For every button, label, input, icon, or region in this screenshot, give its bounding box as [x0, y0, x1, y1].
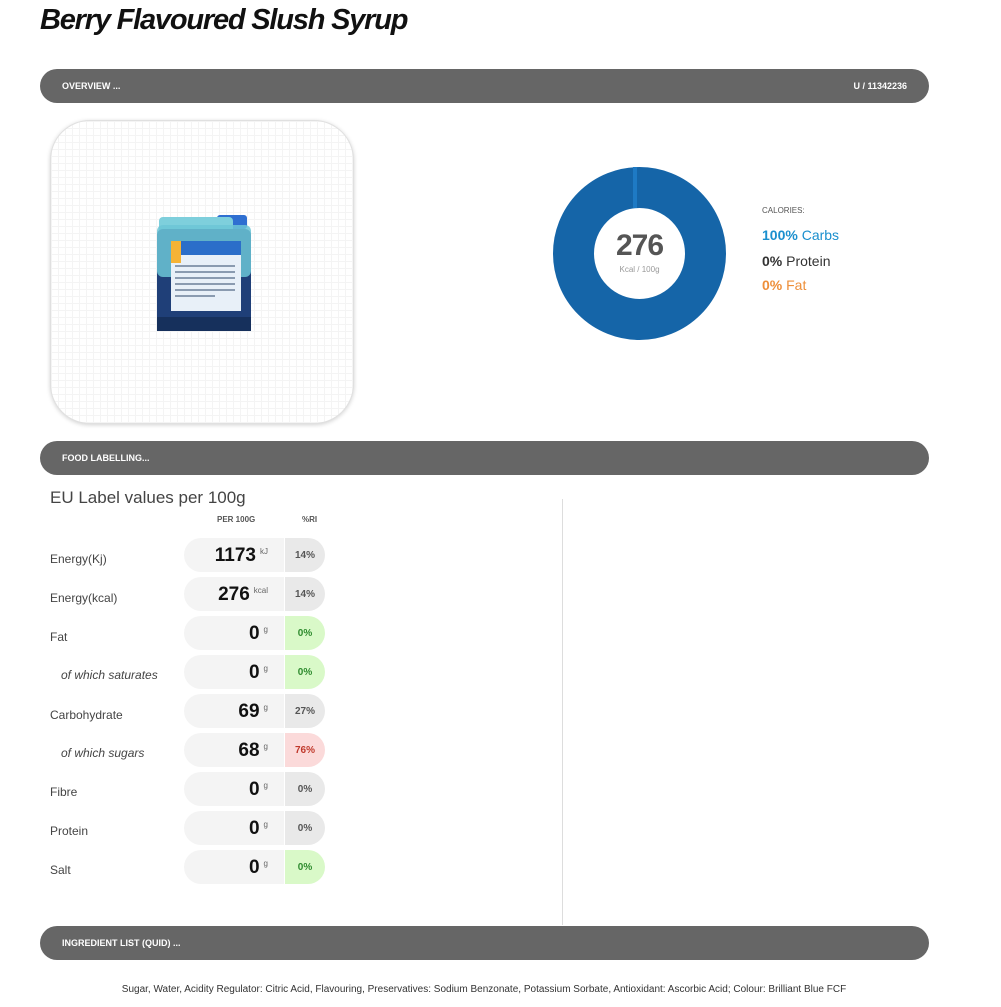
value-unit: g: [263, 781, 268, 790]
value-unit: g: [263, 820, 268, 829]
value-number: 0: [248, 779, 260, 800]
fat-legend: [762, 277, 806, 293]
overview-bar[interactable]: [40, 69, 929, 103]
ri-badge: 0%: [285, 811, 325, 845]
row-label: of which saturates: [61, 668, 158, 682]
carbs-legend: [762, 227, 839, 243]
per-100g-header: PER 100G: [217, 515, 256, 524]
protein-legend: [762, 253, 830, 269]
ri-badge: 0%: [285, 655, 325, 689]
eu-label-title: EU Label values per 100g: [50, 488, 246, 507]
row-label: Energy(kcal): [50, 591, 118, 605]
ri-badge: 76%: [285, 733, 325, 767]
value-number: 0: [248, 623, 260, 644]
ri-badge: 0%: [285, 850, 325, 884]
value-unit: g: [263, 703, 268, 712]
calories-value: 276: [615, 229, 664, 262]
row-value: [184, 655, 284, 689]
value-number: 1173: [214, 545, 256, 566]
protein-name: Protein: [786, 253, 831, 269]
row-label: Salt: [50, 863, 71, 877]
overview-label: OVERVIEW ...: [62, 81, 121, 91]
fat-name: Fat: [786, 277, 807, 293]
value-unit: g: [263, 625, 268, 634]
row-value: [184, 616, 284, 650]
ri-badge: 14%: [285, 538, 325, 572]
calories-unit: Kcal / 100g: [619, 265, 660, 274]
row-label: Fibre: [50, 785, 78, 799]
calories-label: CALORIES:: [762, 206, 805, 215]
value-unit: kcal: [253, 586, 268, 595]
ri-badge: 0%: [285, 616, 325, 650]
row-value: [184, 772, 284, 806]
value-unit: g: [263, 742, 268, 751]
fat-pct: 0%: [762, 277, 783, 293]
product-image: [51, 121, 353, 423]
row-value: [184, 694, 284, 728]
value-unit: kJ: [260, 547, 268, 556]
row-label: Fat: [50, 630, 68, 644]
column-divider: [562, 499, 563, 925]
row-value: [184, 733, 284, 767]
value-number: 69: [238, 701, 260, 722]
row-value: [184, 811, 284, 845]
food-labelling-label: FOOD LABELLING...: [62, 453, 150, 463]
value-number: 276: [218, 584, 250, 605]
protein-pct: 0%: [762, 253, 783, 269]
value-number: 68: [238, 740, 260, 761]
ri-header: %RI: [302, 515, 318, 524]
row-label: Energy(Kj): [50, 552, 107, 566]
row-label: of which sugars: [61, 746, 145, 760]
ingredient-text: Sugar, Water, Acidity Regulator: Citric Acid, Flavouring, Preservatives: Sodium Benzonate, Potassium Sorbate, Antioxidant: Ascorbic Acid; Colour: Brilliant Blue FCF: [121, 984, 847, 995]
value-unit: g: [263, 664, 268, 673]
product-image-card: [50, 120, 354, 424]
ri-badge: 27%: [285, 694, 325, 728]
value-number: 0: [248, 662, 260, 683]
ri-badge: 14%: [285, 577, 325, 611]
value-unit: g: [263, 859, 268, 868]
value-number: 0: [248, 857, 260, 878]
ri-badge: 0%: [285, 772, 325, 806]
row-label: Protein: [50, 824, 89, 838]
row-value: [184, 538, 284, 572]
food-labelling-bar[interactable]: [40, 441, 929, 475]
ingredient-list-bar[interactable]: [40, 926, 929, 960]
carbs-name: Carbs: [801, 227, 840, 243]
row-value: [184, 850, 284, 884]
row-label: Carbohydrate: [50, 708, 123, 722]
carbs-pct: 100%: [762, 227, 798, 243]
product-code: U / 11342236: [853, 81, 907, 91]
product-title: Berry Flavoured Slush Syrup: [40, 4, 408, 36]
value-number: 0: [248, 818, 260, 839]
row-value: [184, 577, 284, 611]
ingredient-list-label: INGREDIENT LIST (QUID) ...: [62, 938, 181, 948]
